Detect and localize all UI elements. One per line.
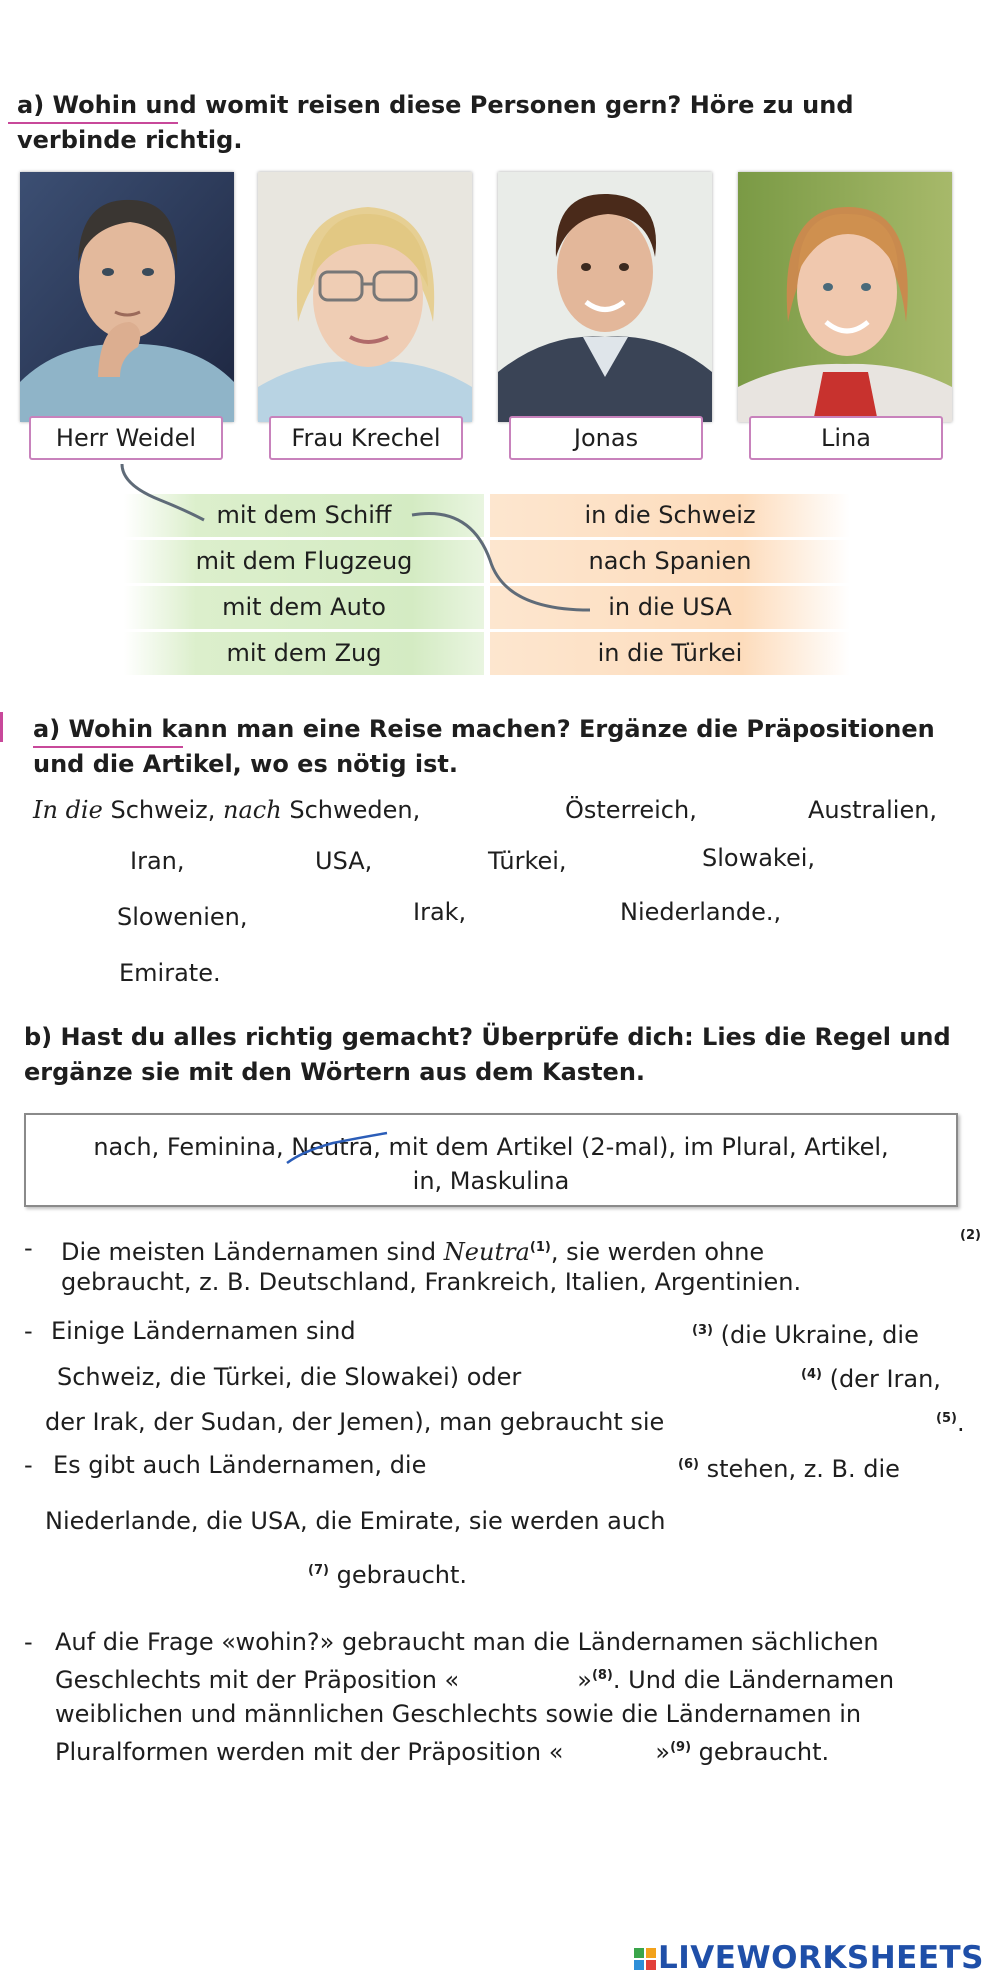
- rule3-line2: Niederlande, die USA, die Emirate, sie werden auch: [45, 1507, 666, 1535]
- word-box-post: , mit dem Artikel (2-mal), im Plural, Artikel,: [373, 1133, 889, 1161]
- section3-heading-line1: b) Hast du alles richtig gemacht? Überprüfe dich: Lies die Regel und: [24, 1023, 951, 1051]
- word-neutra-crossed: Neutra: [291, 1133, 374, 1161]
- destination-tuerkei[interactable]: in die Türkei: [490, 632, 850, 675]
- rule1-dash: -: [24, 1234, 33, 1262]
- country-slowakei: Slowakei,: [702, 844, 816, 872]
- rule4-line4: [55, 1731, 894, 1769]
- country-emirate: Emirate.: [119, 959, 221, 987]
- word-box: [24, 1113, 958, 1207]
- connector-lines: [0, 0, 1000, 700]
- rule2-end: [936, 1404, 965, 1438]
- rule2-part-b: [692, 1316, 919, 1350]
- answer-line-1: [33, 795, 420, 825]
- rule3-dash: -: [24, 1451, 33, 1479]
- rule1-text-a: Die meisten Ländernamen sind: [61, 1238, 437, 1266]
- sup-5: (5): [936, 1411, 957, 1426]
- margin-mark: [0, 712, 3, 742]
- rule4-line2-b: »: [577, 1666, 592, 1694]
- handwritten-in-die[interactable]: In die: [33, 796, 103, 824]
- transport-ship[interactable]: mit dem Schiff: [124, 494, 484, 537]
- rule3-part-b: [678, 1450, 900, 1484]
- rule1-line2: gebraucht, z. B. Deutschland, Frankreich, Italien, Argentinien.: [61, 1268, 802, 1296]
- word-box-line2: in, Maskulina: [412, 1167, 570, 1195]
- country-oesterreich: Österreich,: [565, 796, 697, 824]
- rule4-line2: [55, 1659, 894, 1697]
- destination-usa[interactable]: in die USA: [490, 586, 850, 629]
- word-box-crossed: [291, 1133, 373, 1161]
- rule2-part-c: [801, 1360, 941, 1394]
- name-herr-weidel[interactable]: Herr Weidel: [29, 416, 223, 460]
- pink-underline-2: [33, 746, 183, 748]
- rule3-text-b: stehen, z. B. die: [706, 1455, 900, 1483]
- country-usa: USA,: [315, 847, 373, 875]
- country-slowenien: Slowenien,: [117, 903, 248, 931]
- country-irak: Irak,: [413, 898, 467, 926]
- liveworksheets-logo: [634, 1940, 984, 1976]
- transport-train[interactable]: mit dem Zug: [124, 632, 484, 675]
- name-lina[interactable]: Lina: [749, 416, 943, 460]
- rule1-text-b: , sie werden ohne: [550, 1238, 765, 1266]
- section1-heading-line2: verbinde richtig.: [17, 126, 243, 154]
- rule4-line1: Auf die Frage «wohin?» gebraucht man die Ländernamen sächlichen: [55, 1628, 879, 1656]
- rule2-dash: -: [24, 1317, 33, 1345]
- sup-2: (2): [960, 1228, 981, 1243]
- sup-7: (7): [308, 1563, 329, 1578]
- country-australien: Australien,: [808, 796, 938, 824]
- rule4-line3: weiblichen und männlichen Geschlechts sowie die Ländernamen in: [55, 1700, 862, 1728]
- country-iran: Iran,: [130, 847, 185, 875]
- country-niederlande: Niederlande.,: [620, 898, 782, 926]
- name-frau-krechel[interactable]: Frau Krechel: [269, 416, 463, 460]
- sup-1: (1): [529, 1240, 551, 1255]
- transport-plane[interactable]: mit dem Flugzeug: [124, 540, 484, 583]
- section1-heading-line1: a) Wohin und womit reisen diese Personen gern? Höre zu und: [17, 91, 854, 119]
- word-schweiz: Schweiz,: [110, 796, 216, 824]
- word-box-line1: [26, 1130, 956, 1164]
- sup-3: (3): [692, 1323, 713, 1338]
- name-jonas[interactable]: Jonas: [509, 416, 703, 460]
- sup-6: (6): [678, 1457, 699, 1472]
- rule2-text-a: Einige Ländernamen sind: [51, 1317, 356, 1345]
- rule3-line3: [308, 1556, 467, 1590]
- sup-9: (9): [670, 1740, 692, 1755]
- sup-8: (8): [591, 1668, 613, 1683]
- rule4-line2-c: . Und die Ländernamen: [612, 1666, 895, 1694]
- rule1-line1: [61, 1233, 764, 1267]
- line-schiff-usa: [412, 513, 590, 610]
- rule4-line4-a: Pluralformen werden mit der Präposition «: [55, 1738, 564, 1766]
- rule2-text-b: (die Ukraine, die: [720, 1321, 919, 1349]
- transport-car[interactable]: mit dem Auto: [124, 586, 484, 629]
- destination-spanien[interactable]: nach Spanien: [490, 540, 850, 583]
- section2-heading-line1: a) Wohin kann man eine Reise machen? Ergänze die Präpositionen: [33, 715, 935, 743]
- rule2-line3: der Irak, der Sudan, der Jemen), man gebraucht sie: [45, 1408, 665, 1436]
- rule2-period: .: [956, 1409, 965, 1437]
- word-schweden: Schweden,: [289, 796, 421, 824]
- country-tuerkei: Türkei,: [488, 847, 567, 875]
- handwritten-neutra[interactable]: Neutra: [443, 1238, 530, 1266]
- destination-schweiz[interactable]: in die Schweiz: [490, 494, 850, 537]
- rule3-text-a: Es gibt auch Ländernamen, die: [53, 1451, 427, 1479]
- rule4-paragraph: [55, 1625, 894, 1769]
- rule4-line4-c: gebraucht.: [691, 1738, 830, 1766]
- line-herr-weidel-schiff: [122, 464, 204, 520]
- rule3-text-c: gebraucht.: [336, 1561, 468, 1589]
- word-box-pre: nach, Feminina,: [93, 1133, 284, 1161]
- rule4-dash: -: [24, 1628, 33, 1656]
- section2-heading-line2: und die Artikel, wo es nötig ist.: [33, 750, 458, 778]
- logo-text: LIVEWORKSHEETS: [658, 1940, 984, 1976]
- handwritten-nach[interactable]: nach: [223, 796, 282, 824]
- rule4-line4-b: »: [655, 1738, 671, 1766]
- strike-mark: [283, 1129, 393, 1169]
- rule4-line2-a: Geschlechts mit der Präposition «: [55, 1666, 460, 1694]
- section3-heading-line2: ergänze sie mit den Wörtern aus dem Kasten.: [24, 1058, 646, 1086]
- section3-heading: [24, 1020, 951, 1090]
- logo-mark-icon: [634, 1942, 656, 1964]
- rule2-line2: Schweiz, die Türkei, die Slowakei) oder: [57, 1363, 522, 1391]
- rule2-text-c: (der Iran,: [829, 1365, 941, 1393]
- sup-4: (4): [801, 1367, 822, 1382]
